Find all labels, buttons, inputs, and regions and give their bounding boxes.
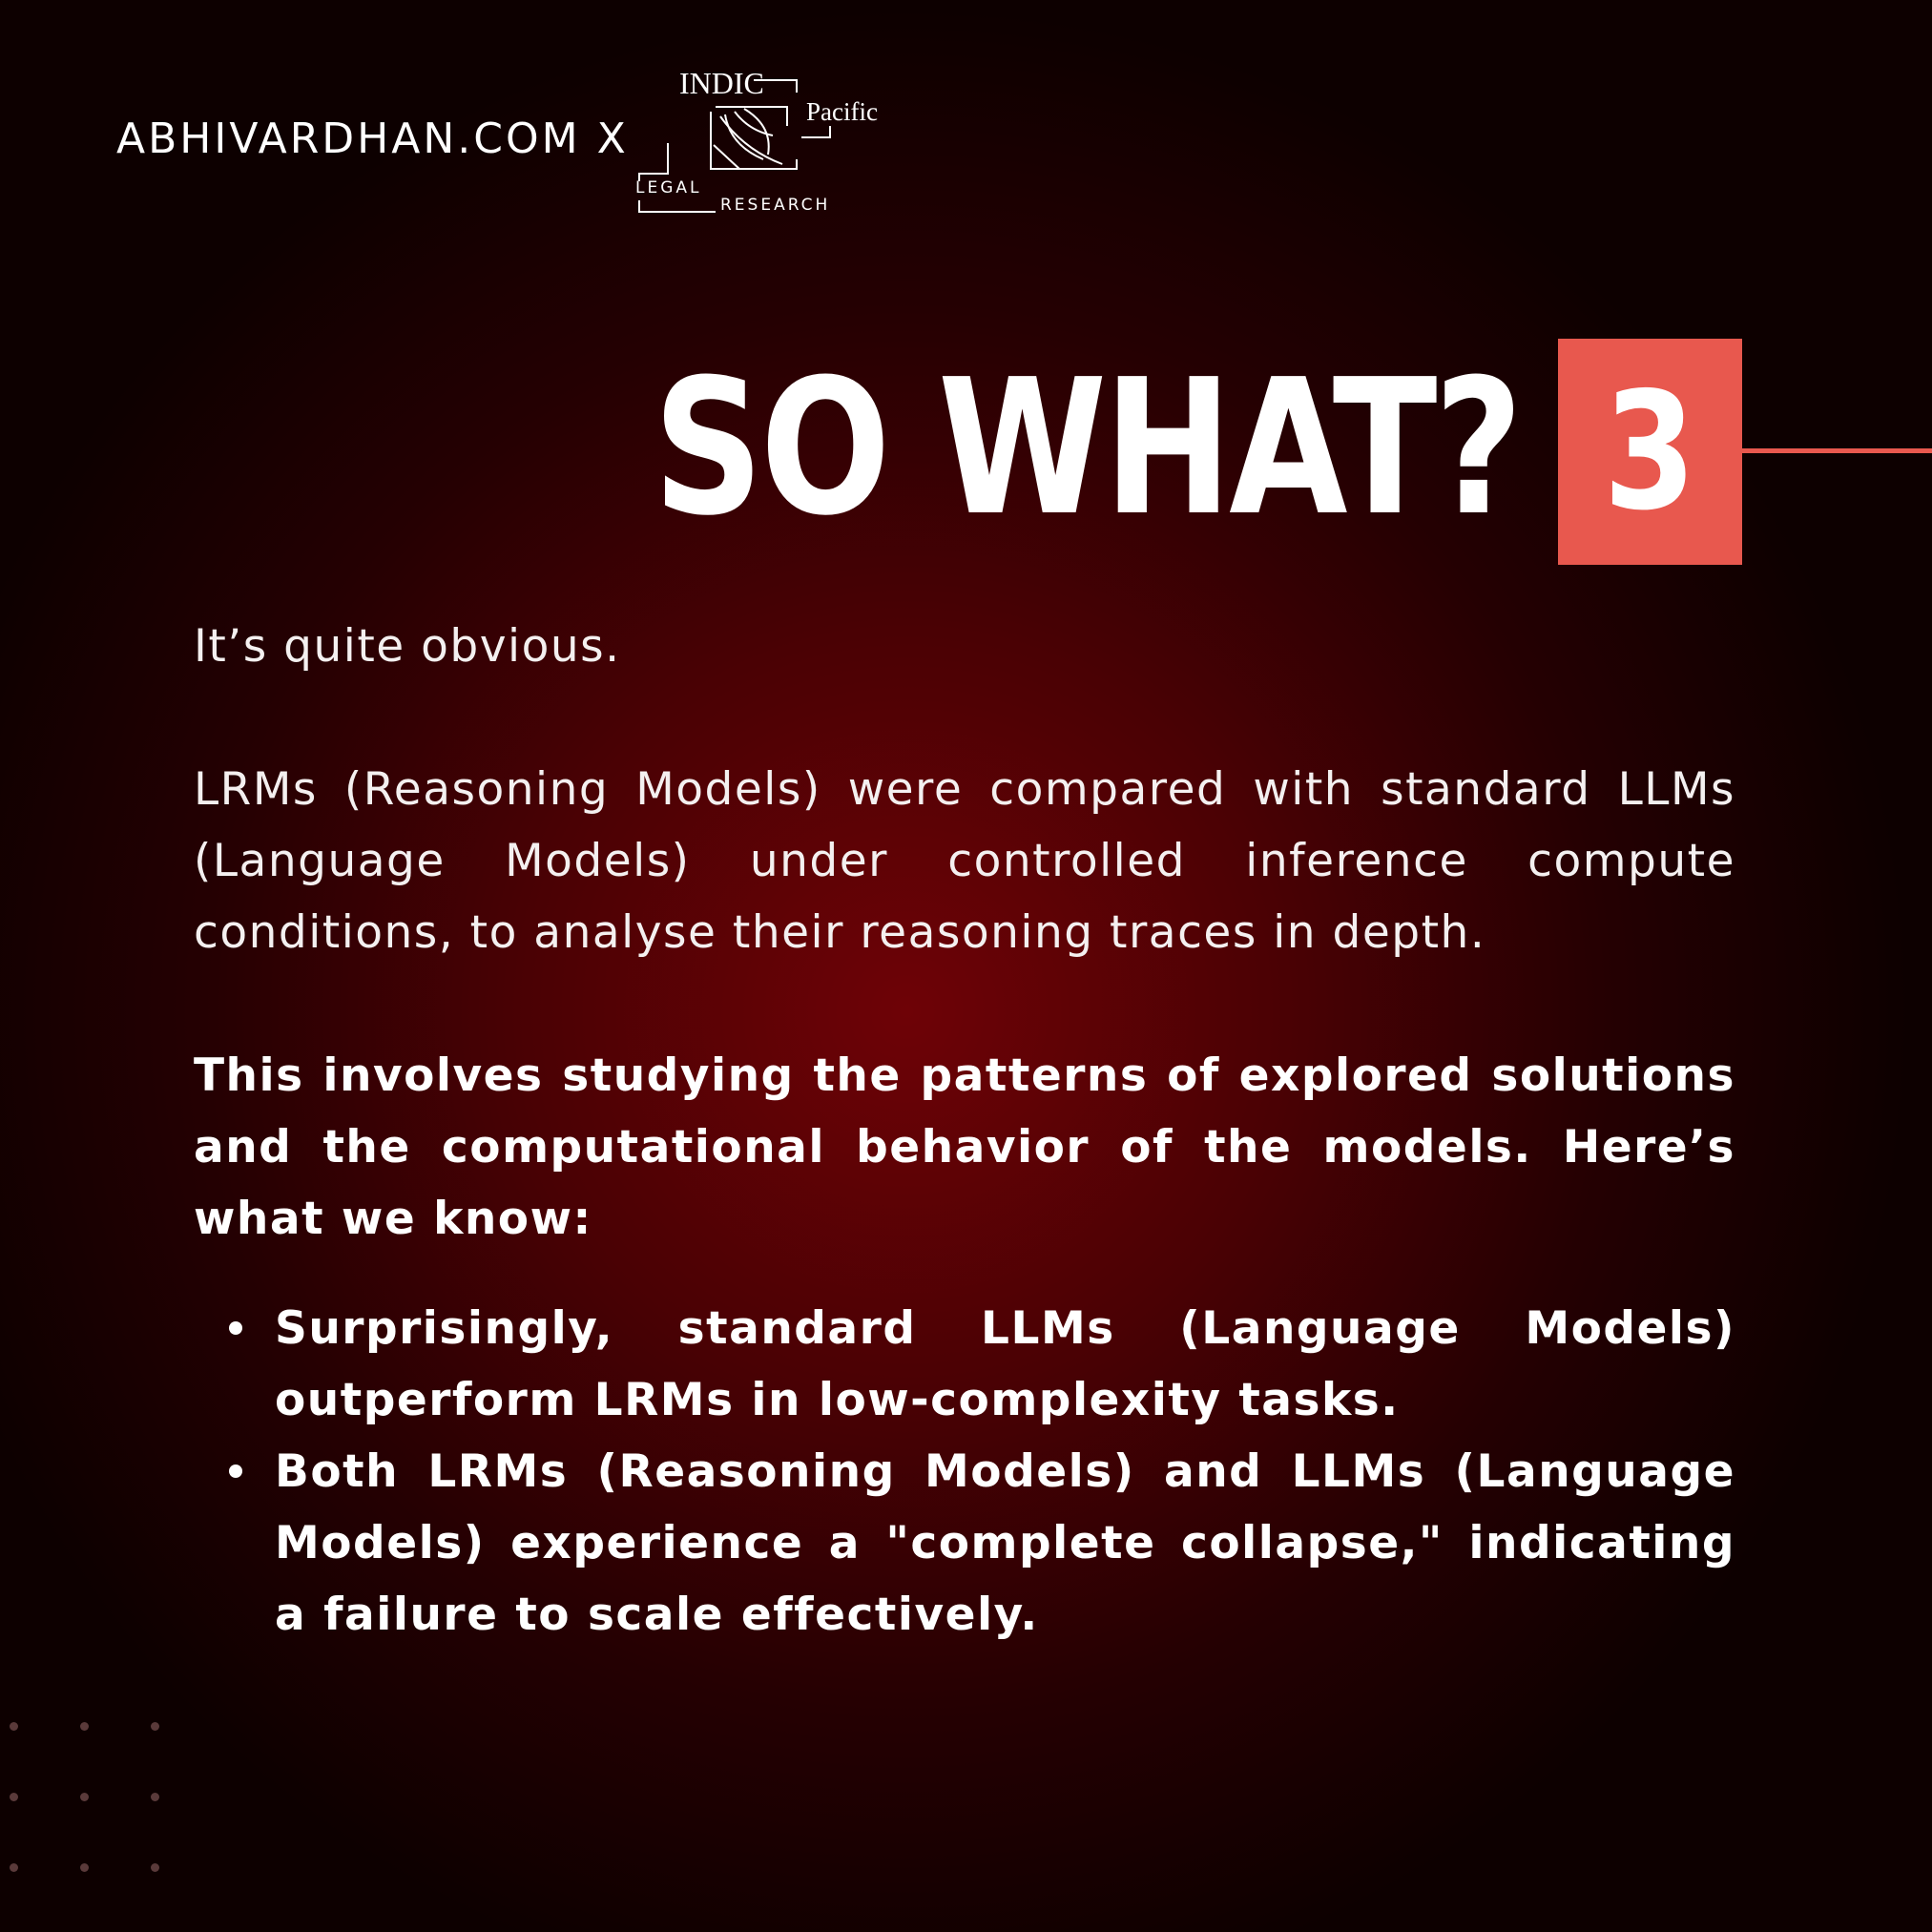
body-paragraph: LRMs (Reasoning Models) were compared with standard LLMs (Language Models) under controlled inference compute conditions, to analyse their reasoning traces in depth. <box>194 763 1735 959</box>
slide-number: 3 <box>1603 357 1696 547</box>
bullet-text: Both LRMs (Reasoning Models) and LLMs (Language Models) experience a "complete collapse," indicating a failure to scale effectively. <box>275 1445 1735 1641</box>
dot <box>151 1722 159 1731</box>
page-title: SO WHAT? <box>653 340 1520 557</box>
dot <box>10 1863 18 1872</box>
decorative-dot-grid <box>10 1722 162 1875</box>
brand-text: ABHIVARDHAN.COM X <box>116 114 629 163</box>
bullet-list <box>194 1293 1735 1651</box>
list-item <box>275 1436 1735 1651</box>
dot <box>80 1722 89 1731</box>
dot <box>151 1863 159 1872</box>
bold-paragraph: This involves studying the patterns of explored solutions and the computational behavior of the models. Here’s what we know: <box>194 1049 1735 1245</box>
bullet-icon <box>229 1465 242 1478</box>
bullet-text: Surprisingly, standard LLMs (Language Models) outperform LRMs in low-complexity tasks. <box>275 1302 1735 1426</box>
dot <box>80 1863 89 1872</box>
list-item <box>275 1293 1735 1436</box>
intro-text: It’s quite obvious. <box>194 620 621 673</box>
bullet-icon <box>229 1321 242 1335</box>
dot <box>80 1793 89 1801</box>
logo-pacific-text: Pacific <box>806 97 878 126</box>
dot <box>151 1793 159 1801</box>
logo-indic-text: INDIC <box>679 66 764 100</box>
slide-number-badge <box>1558 339 1742 565</box>
main-content <box>194 611 1735 1651</box>
logo-research-text: RESEARCH <box>720 196 831 215</box>
indic-pacific-logo <box>630 59 906 221</box>
dot <box>10 1793 18 1801</box>
logo-legal-text: LEGAL <box>635 178 702 197</box>
accent-line <box>1739 448 1932 453</box>
dot <box>10 1722 18 1731</box>
